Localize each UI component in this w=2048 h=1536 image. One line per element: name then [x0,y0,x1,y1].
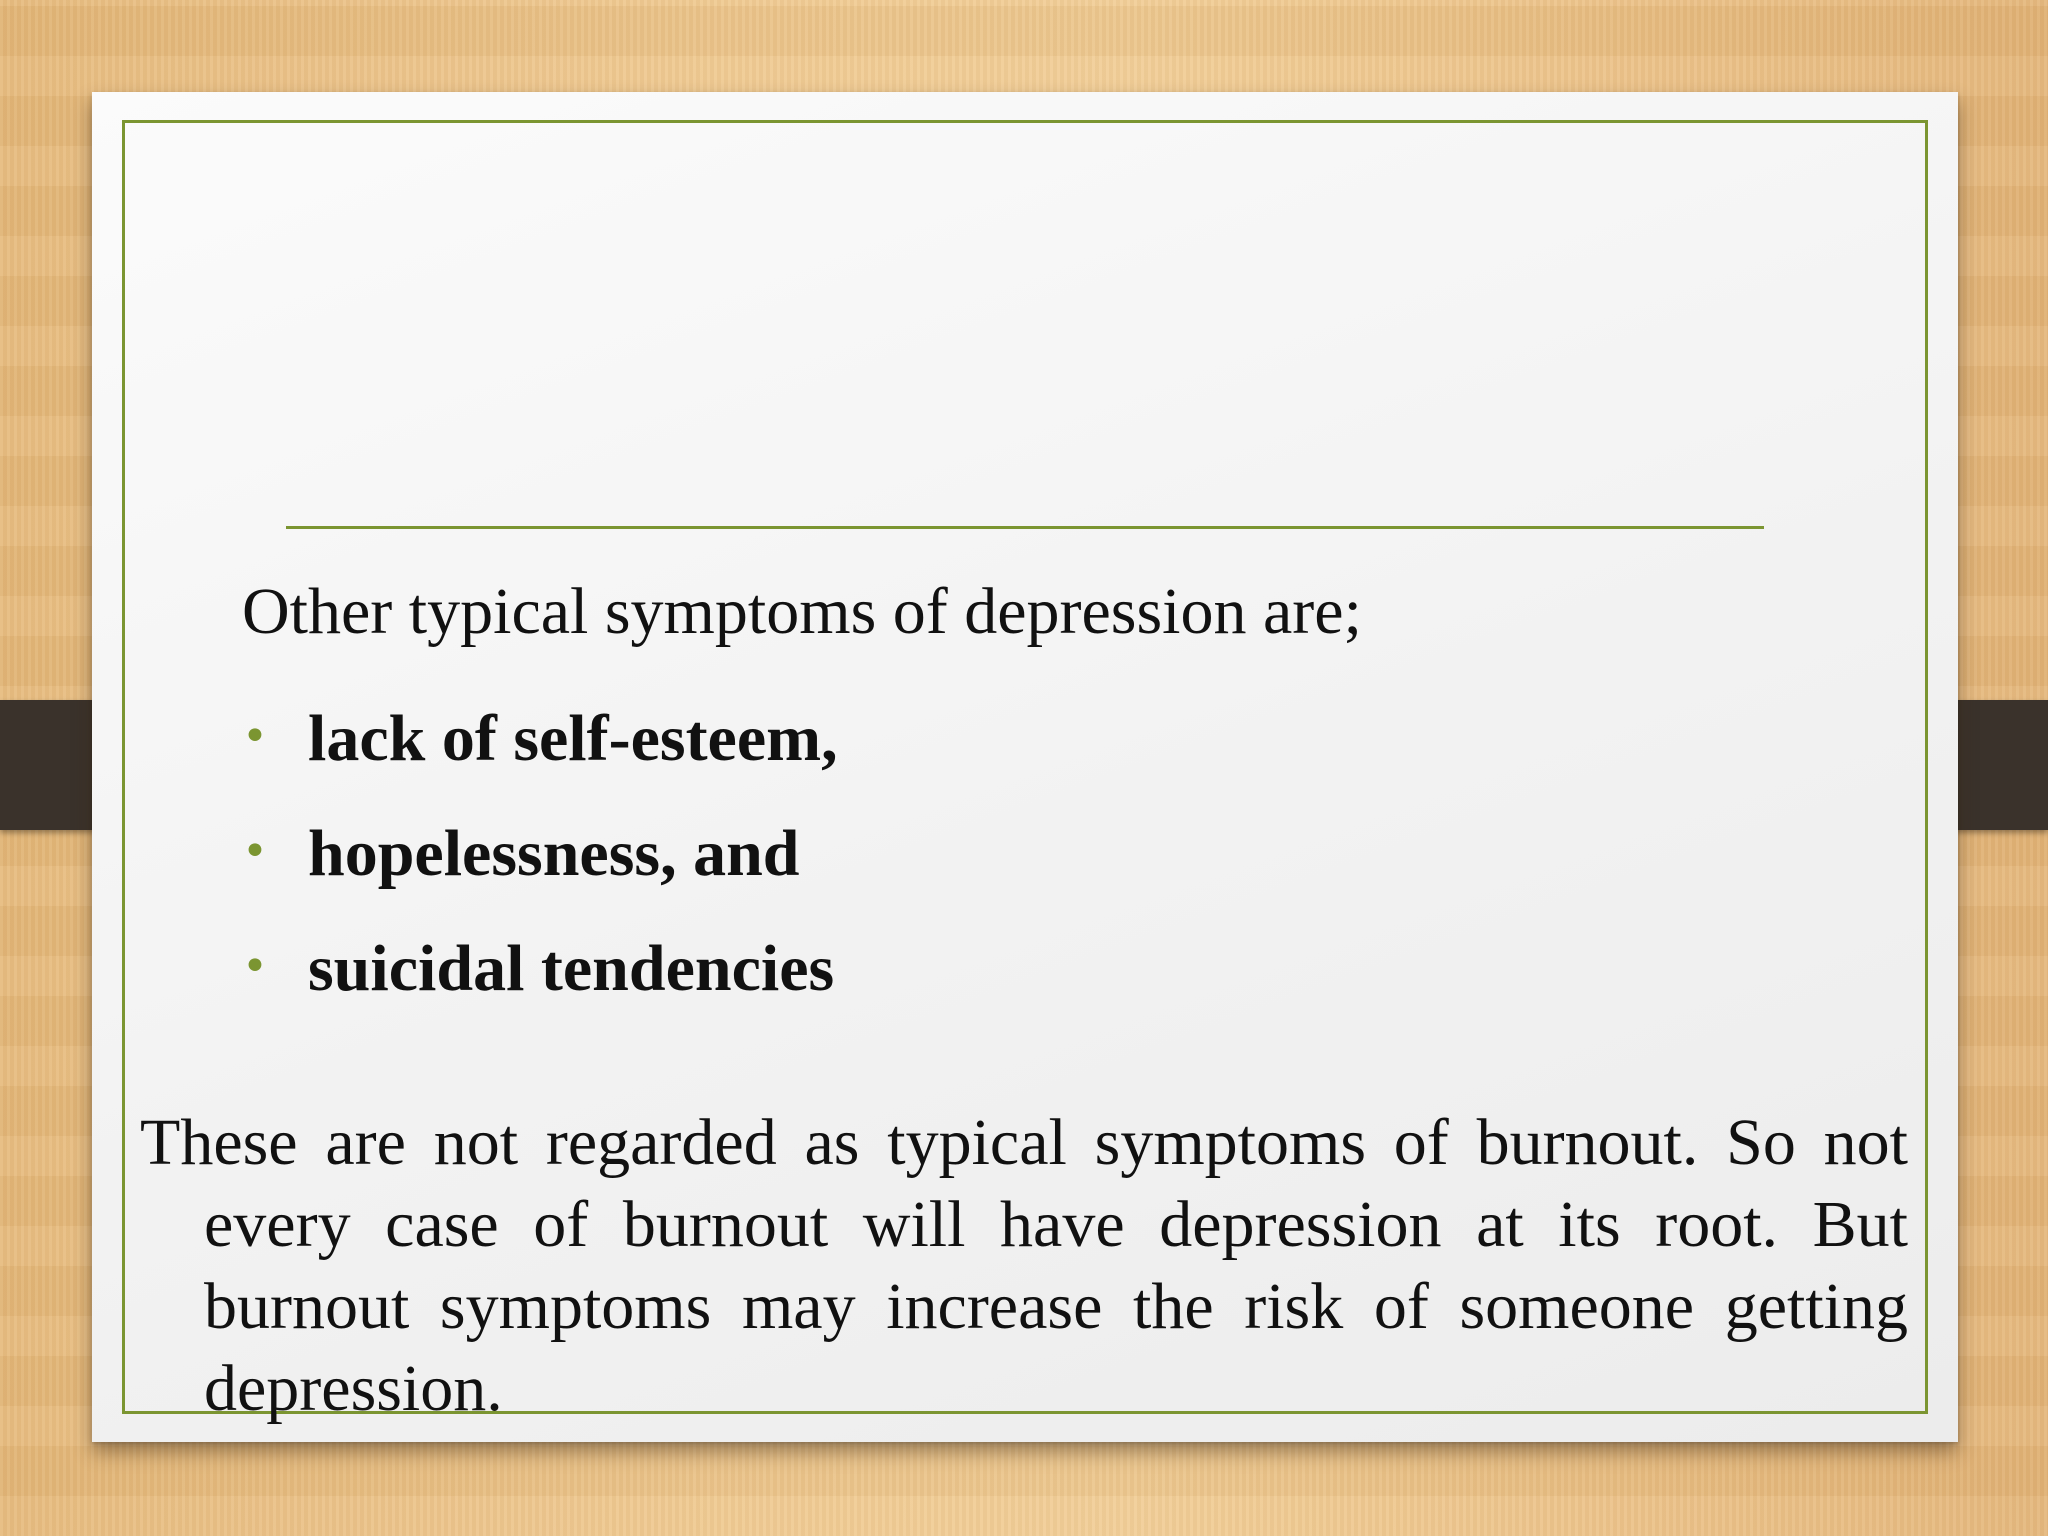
list-item [242,805,838,920]
list-item-text: hopelessness, and [308,816,800,890]
symptom-list [242,690,838,1035]
list-item [242,920,838,1035]
bullet-icon: • [242,940,268,992]
title-divider-line [286,526,1764,529]
intro-text: Other typical symptoms of depression are; [242,575,1362,648]
list-item [242,690,838,805]
list-item-text: lack of self-esteem, [308,701,838,775]
bullet-icon: • [242,710,268,762]
bullet-icon: • [242,825,268,877]
body-paragraph: These are not regarded as typical symptoms of burnout. So not every case of burnout will have depression at its root. But burnout symptoms may increase the risk of someone getting depression. [140,1106,1908,1425]
list-item-text: suicidal tendencies [308,931,835,1005]
